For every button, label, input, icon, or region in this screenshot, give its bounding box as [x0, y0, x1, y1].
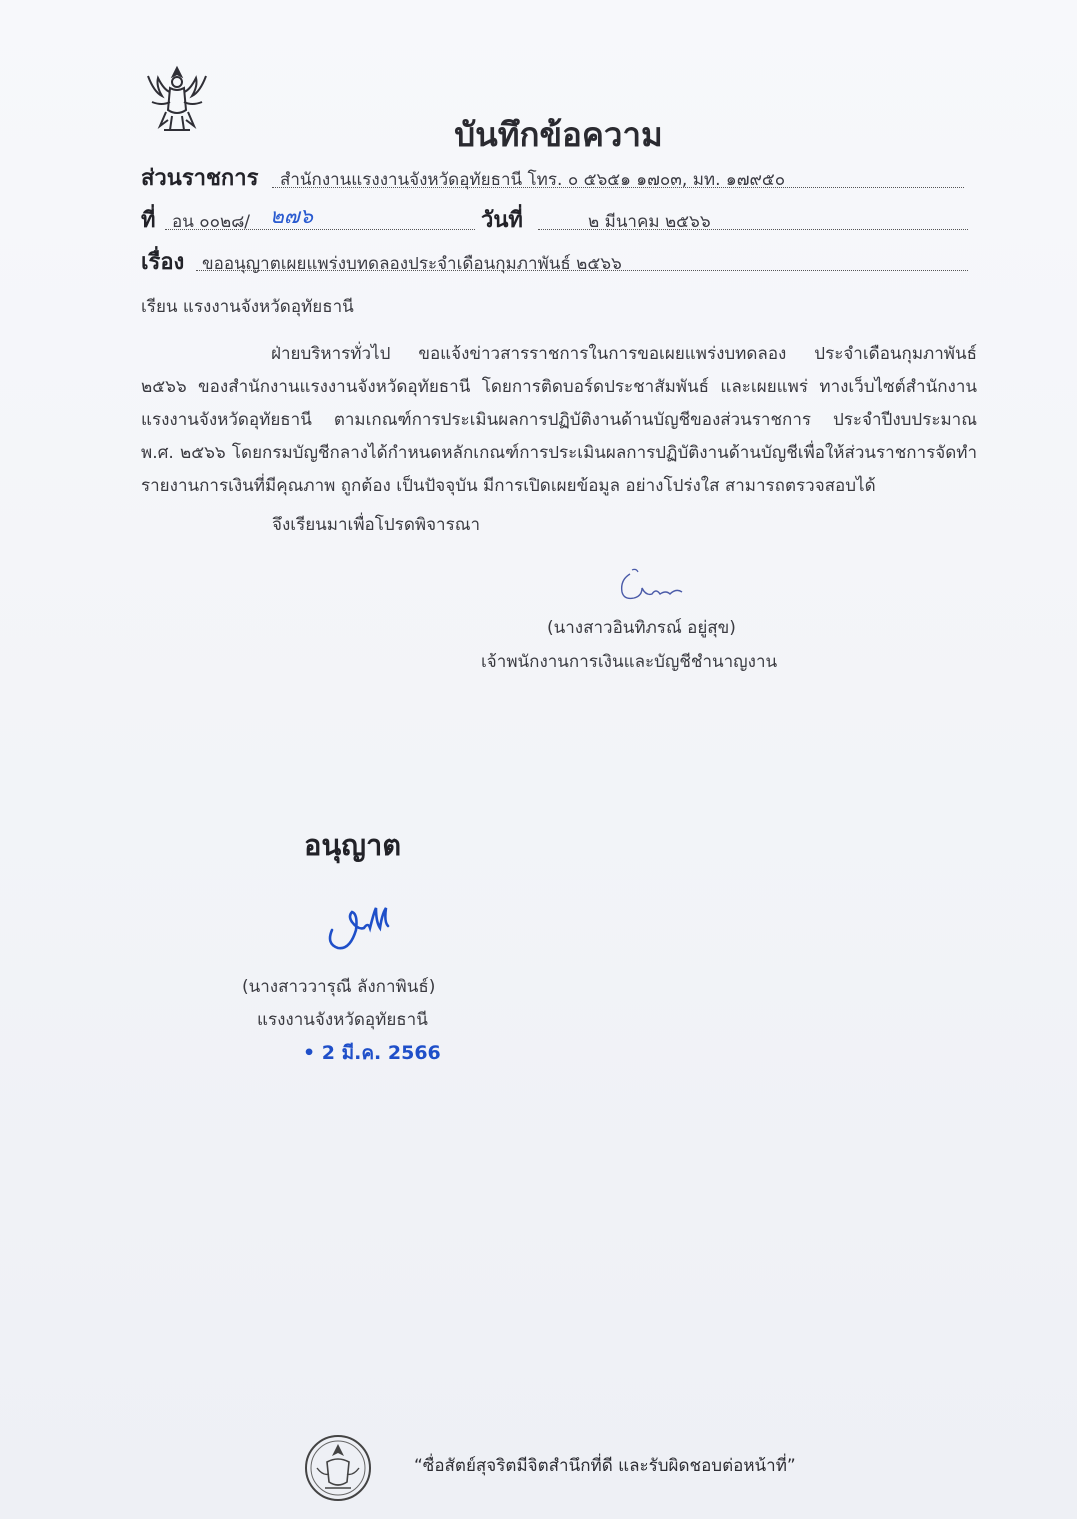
- signer1-name: (นางสาวอินทิภรณ์ อยู่สุข): [547, 618, 736, 638]
- body-paragraph: [141, 338, 977, 503]
- department-dotted-line: [272, 187, 964, 188]
- closing-text: จึงเรียนมาเพื่อโปรดพิจารณา: [272, 515, 481, 535]
- approval-date-stamp: • 2 มี.ค. 2566: [303, 1042, 441, 1064]
- approver-position: แรงงานจังหวัดอุทัยธานี: [257, 1010, 428, 1030]
- department-value: สำนักงานแรงงานจังหวัดอุทัยธานี โทร. ๐ ๕๖๕๑ ๑๗๐๓, มท. ๑๗๙๕๐: [280, 170, 786, 190]
- signature-1: [612, 566, 692, 610]
- ministry-seal-icon: [303, 1432, 373, 1504]
- approval-label: อนุญาต: [304, 828, 402, 862]
- subject-dotted-line: [196, 270, 968, 271]
- date-label: วันที่: [481, 208, 523, 233]
- date-value: ๒ มีนาคม ๒๕๖๖: [588, 212, 711, 232]
- footer-motto: “ซื่อสัตย์สุจริตมีจิตสำนึกที่ดี และรับผิดชอบต่อหน้าที่”: [414, 1456, 796, 1476]
- ref-label: ที่: [141, 208, 156, 233]
- date-dotted-line: [538, 229, 968, 230]
- approver-signature: [322, 900, 394, 956]
- body-paragraph-text: ฝ่ายบริหารทั่วไป ขอแจ้งข่าวสารราชการในการขอเผยแพร่งบทดลอง ประจำเดือนกุมภาพันธ์ ๒๕๖๖ ของสำนักงานแรงงานจังหวัดอุทัยธานี โดยการติดบอร์ดประชาสัมพันธ์ และเผยแพร่ ทางเว็บไซต์สำนักงานแรงงานจังหวัดอุทัยธานี ตามเกณฑ์การประเมินผลการปฏิบัติงานด้านบัญชีของส่วนราชการ ประจำปีงบประมาณ พ.ศ. ๒๕๖๖ โดยกรมบัญชีกลางได้กำหนดหลักเกณฑ์การประเมินผลการปฏิบัติงานด้านบัญชีเพื่อให้ส่วนราชการจัดทำรายงานการเงินที่มีคุณภาพ ถูกต้อง เป็นปัจจุบัน มีการเปิดเผยข้อมูล อย่างโปร่งใส สามารถตรวจสอบได้: [141, 344, 977, 496]
- approver-name: (นางสาววารุณี ลังกาพินธ์): [242, 977, 436, 997]
- signer1-position: เจ้าพนักงานการเงินและบัญชีชำนาญงาน: [481, 652, 778, 672]
- ref-dotted-line: [165, 229, 475, 230]
- department-label: ส่วนราชการ: [141, 166, 259, 191]
- subject-label: เรื่อง: [141, 250, 185, 275]
- salutation: เรียน แรงงานจังหวัดอุทัยธานี: [141, 297, 354, 317]
- document-title: บันทึกข้อความ: [454, 115, 663, 154]
- ref-value: อน ๐๐๒๘/: [172, 212, 251, 232]
- subject-value: ขออนุญาตเผยแพร่งบทดลองประจำเดือนกุมภาพันธ์ ๒๕๖๖: [202, 254, 622, 274]
- ref-handwritten-number: ๒๗๖: [270, 204, 313, 228]
